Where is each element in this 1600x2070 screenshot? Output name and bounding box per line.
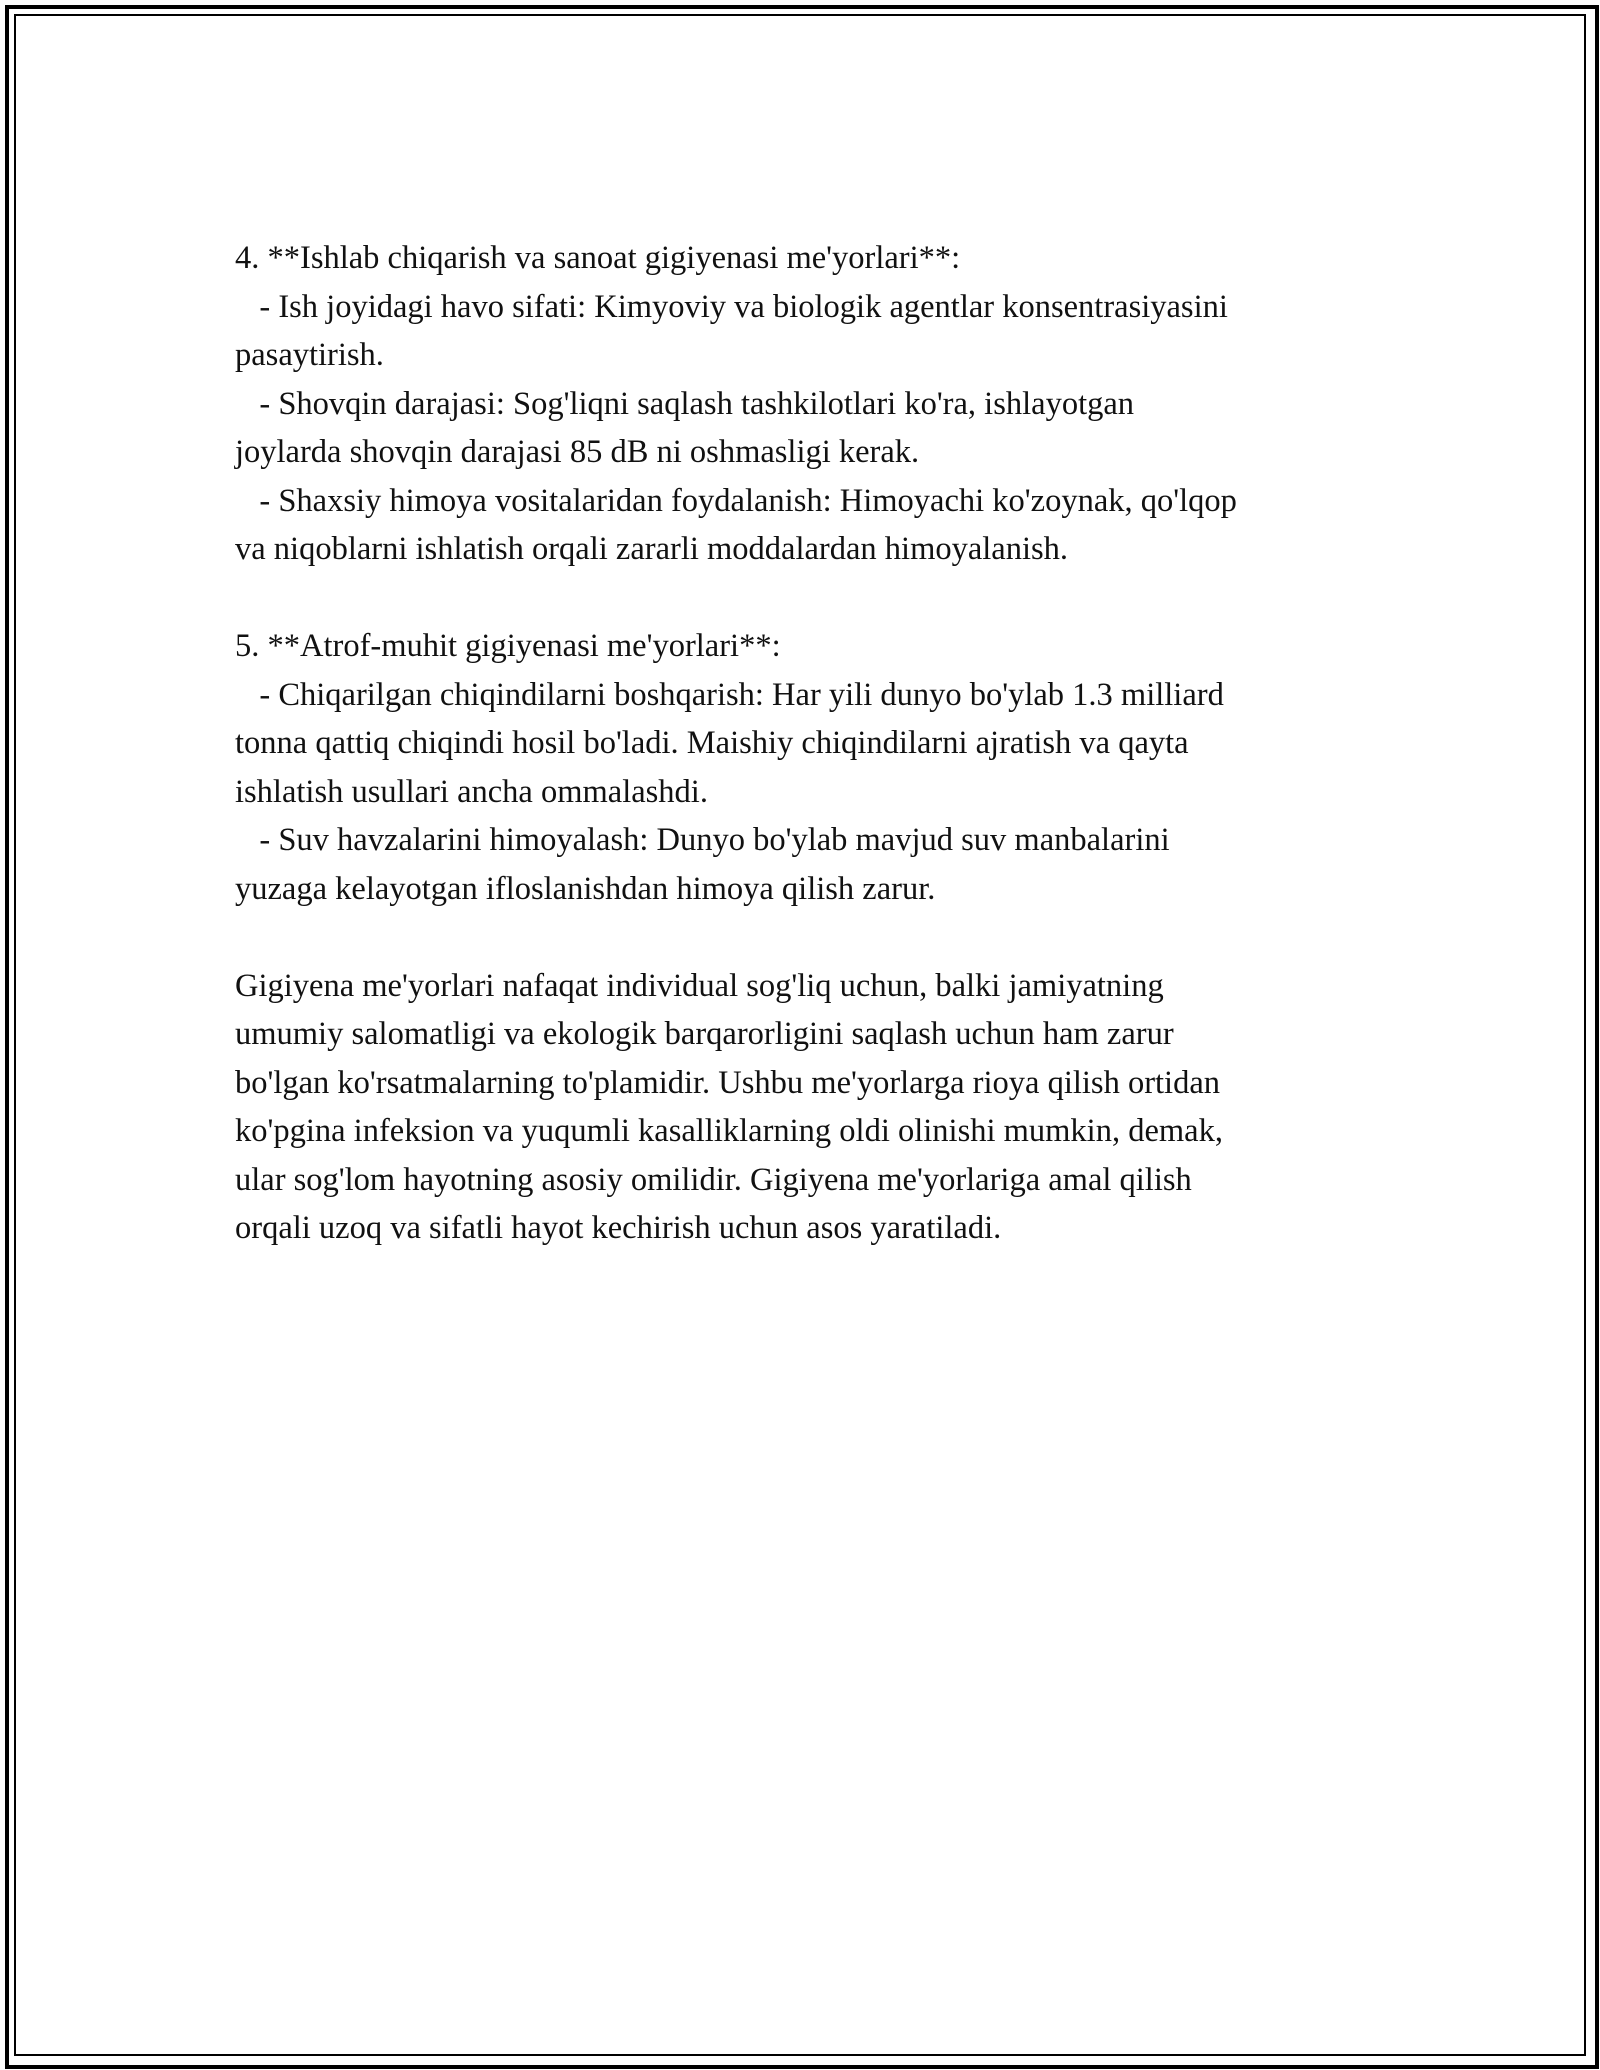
conclusion-line-6: orqali uzoq va sifatli hayot kechirish uchun asos yaratiladi.: [235, 1210, 1002, 1246]
section-4-item-air-quality: - Ish joyidagi havo sifati: Kimyoviy va biologik agentlar konsentrasiyasini: [235, 288, 1228, 325]
section-4-item-protection-cont: va niqoblarni ishlatish orqali zararli moddalardan himoyalanish.: [235, 531, 1069, 567]
conclusion-line-5: ular sog'lom hayotning asosiy omilidir. Gigiyena me'yorlariga amal qilish: [235, 1161, 1192, 1198]
section-4-item-air-quality-cont: pasaytirish.: [235, 337, 384, 373]
section-4-item-noise: - Shovqin darajasi: Sog'liqni saqlash tashkilotlari ko'ra, ishlayotgan: [235, 385, 1135, 422]
conclusion-line-4: ko'pgina infeksion va yuqumli kasalliklarning oldi olinishi mumkin, demak,: [235, 1113, 1223, 1149]
section-5-item-waste: - Chiqarilgan chiqindilarni boshqarish: Har yili dunyo bo'ylab 1.3 milliard: [235, 676, 1224, 713]
section-5-item-waste-cont-1: tonna qattiq chiqindi hosil bo'ladi. Maishiy chiqindilarni ajratish va qayta: [235, 725, 1189, 761]
document-body: [235, 234, 1375, 1253]
conclusion-line-3: bo'lgan ko'rsatmalarning to'plamidir. Ushbu me'yorlarga rioya qilish ortidan: [235, 1064, 1220, 1101]
paragraph-spacer: [235, 913, 1375, 962]
section-5-item-waste-cont-2: ishlatish usullari ancha ommalashdi.: [235, 773, 708, 810]
section-4-item-protection: - Shaxsiy himoya vositalaridan foydalanish: Himoyachi ko'zoynak, qo'lqop: [235, 482, 1237, 519]
section-5-heading: 5. **Atrof-muhit gigiyenasi me'yorlari**:: [235, 628, 781, 664]
section-5-item-water: - Suv havzalarini himoyalash: Dunyo bo'ylab mavjud suv manbalarini: [235, 822, 1170, 858]
conclusion-line-1: Gigiyena me'yorlari nafaqat individual sog'liq uchun, balki jamiyatning: [235, 967, 1164, 1004]
section-4-item-noise-cont: joylarda shovqin darajasi 85 dB ni oshmasligi kerak.: [235, 434, 920, 470]
paragraph-spacer: [235, 574, 1375, 623]
conclusion-line-2: umumiy salomatligi va ekologik barqarorligini saqlash uchun ham zarur: [235, 1016, 1174, 1052]
section-5-item-water-cont: yuzaga kelayotgan ifloslanishdan himoya qilish zarur.: [235, 870, 936, 907]
section-4-heading: 4. **Ishlab chiqarish va sanoat gigiyenasi me'yorlari**:: [235, 240, 961, 276]
